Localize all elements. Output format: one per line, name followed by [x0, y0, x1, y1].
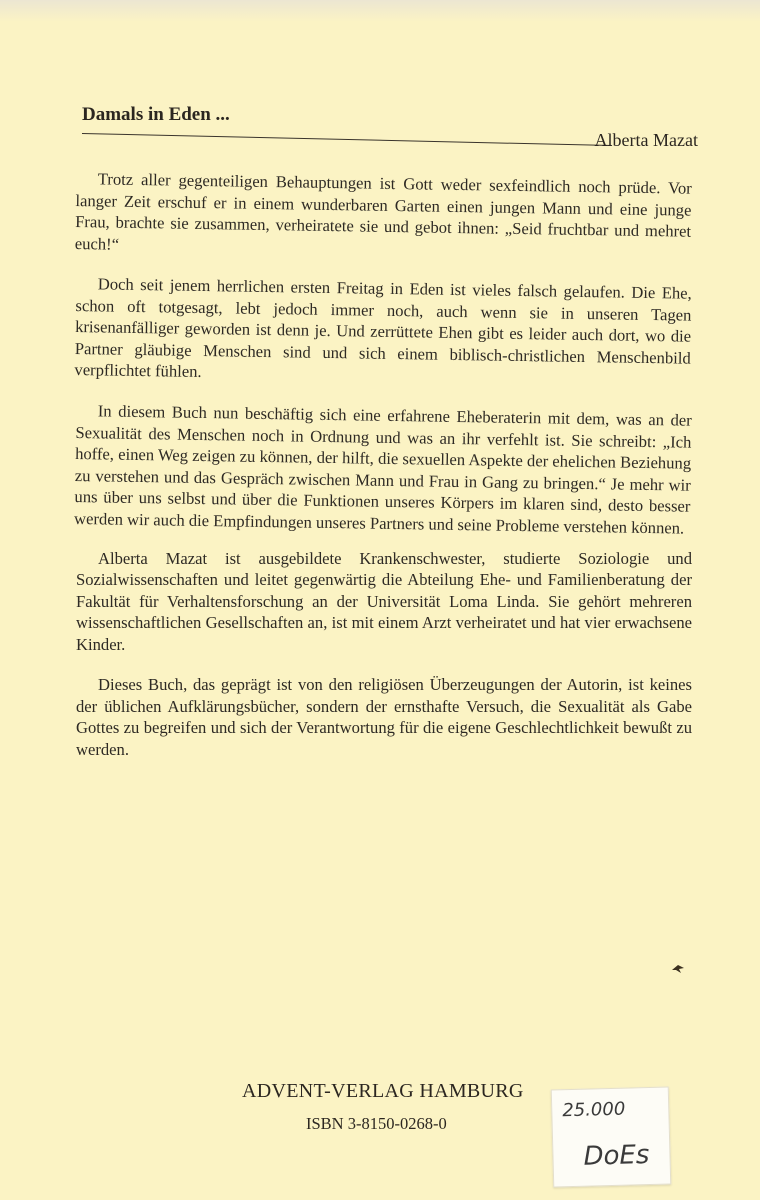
paragraph: In diesem Buch nun beschäftig sich eine erfahrene Eheberaterin mit dem, was an der Sexualität des Menschen noch in Ordnung und was an ihr verfehlt ist. Sie schreibt: „Ich hoffe, einen Weg zeigen zu können, der hilft, die sexuellen Aspekte der ehelichen Beziehung zu verstehen und das Gespräch zwischen Mann und Frau in Gang zu bringen.“ Je mehr wir uns über uns selbst und über die Funktionen unseres Körpers im klaren sind, desto besser werden wir auch die Empfindungen unseres Partners und seine Probleme verstehen können. [73, 400, 692, 537]
paragraph: Doch seit jenem herrlichen ersten Freitag in Eden ist vieles falsch gelaufen. Die Ehe, schon oft totgesagt, lebt jedoch immer noch, auch wenn sie in unseren Tagen krisenanfälliger geworden ist denn je. Und zerrüttete Ehen gibt es leider auch dort, wo die Partner gläubige Menschen sind und sich einem biblisch-christlichen Menschenbild verpflichtet fühlen. [74, 274, 692, 381]
blurb-text [73, 168, 692, 779]
book-title: Damals in Eden ... [82, 104, 230, 125]
author-name: Alberta Mazat [594, 130, 698, 150]
paragraph: Alberta Mazat ist ausgebildete Krankenschwester, studierte Soziologie und Sozialwissenschaften und leitet gegenwärtig die Abteilung Ehe- und Familienberatung der Fakultät für Verhaltensforschung an der Universität Loma Linda. Sie gehört mehreren wissenschaftlichen Gesellschaften an, ist mit einem Arzt verheiratet und hat vier erwachsene Kinder. [76, 548, 692, 654]
handwritten-price: 25.000 [562, 1098, 626, 1122]
paper-speck [670, 962, 686, 974]
price-sticker [551, 1086, 672, 1187]
handwritten-code: DoEs [583, 1140, 650, 1172]
header-rule [82, 133, 612, 146]
running-header [82, 104, 698, 156]
isbn: ISBN 3-8150-0268-0 [306, 1114, 447, 1133]
paragraph: Trotz aller gegenteiligen Behauptungen ist Gott weder sexfeindlich noch prüde. Vor langer Zeit erschuf er in einem wunderbaren Garten einen jungen Mann und eine junge Frau, brachte sie zusammen, verheiratete sie und gebot ihnen: „Seid fruchtbar und mehret euch!“ [74, 169, 692, 254]
publisher-name: ADVENT-VERLAG HAMBURG [242, 1080, 524, 1102]
paragraph: Dieses Buch, das geprägt ist von den religiösen Überzeugungen der Autorin, ist keines der üblichen Aufklärungsbücher, sondern der ernsthafte Versuch, die Sexualität als Gabe Gottes zu begreifen und sich der Verantwortung für die eigene Geschlechtlichkeit bewußt zu werden. [76, 675, 692, 759]
